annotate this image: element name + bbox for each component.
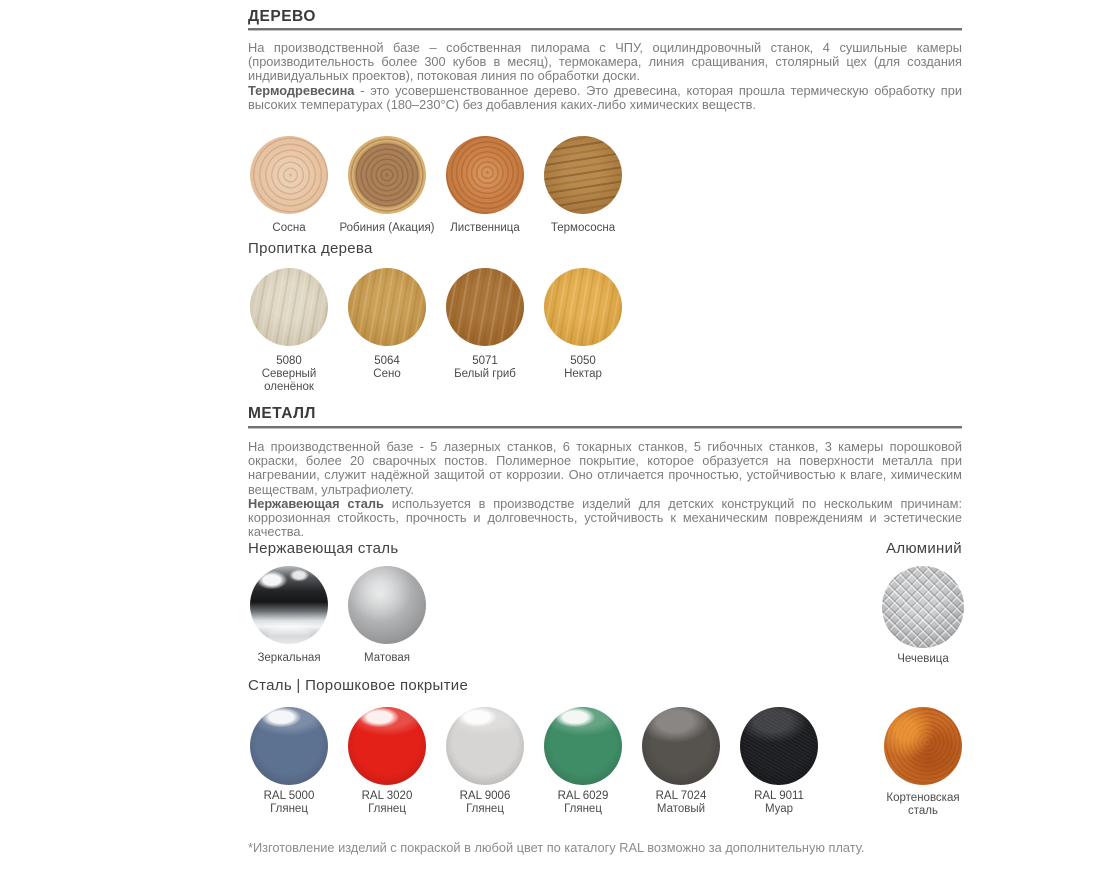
powder-swatch-ral7024-code: RAL 7024 xyxy=(655,790,707,802)
impregnation-swatch-5071 xyxy=(436,268,534,394)
metal-paragraph-2 xyxy=(248,497,962,540)
metal-description xyxy=(248,440,962,539)
wood-section-divider xyxy=(248,28,962,31)
aluminum-swatch-checker xyxy=(874,566,972,666)
wood-section-title: ДЕРЕВО xyxy=(248,8,316,25)
wood-swatch-sosna-circle xyxy=(250,136,328,214)
powder-swatch-ral5000-finish: Глянец xyxy=(270,803,308,815)
powder-swatch-ral9006-circle xyxy=(446,707,524,785)
stainless-swatch-mirror-label: Зеркальная xyxy=(257,652,321,664)
impregnation-swatch-5080 xyxy=(240,268,338,394)
impregnation-title: Пропитка дерева xyxy=(248,240,373,257)
powder-swatch-ral9006-code: RAL 9006 xyxy=(459,790,511,802)
stainless-term: Нержавеющая сталь xyxy=(248,495,384,511)
impregnation-swatch-5050 xyxy=(534,268,632,394)
impregnation-swatch-5050-name: Нектар xyxy=(564,368,602,380)
wood-swatch-sosna xyxy=(240,136,338,235)
powder-swatch-ral7024-circle xyxy=(642,707,720,785)
wood-swatch-sosna-label: Сосна xyxy=(272,222,306,234)
powder-swatch-ral9006 xyxy=(436,707,534,816)
wood-swatch-robinia xyxy=(338,136,436,235)
powder-swatch-ral6029-circle xyxy=(544,707,622,785)
corten-swatch xyxy=(874,707,972,818)
stainless-swatch-matte-label: Матовая xyxy=(364,652,410,664)
impregnation-swatch-5080-code: 5080 xyxy=(276,355,302,367)
powder-swatch-ral3020 xyxy=(338,707,436,816)
powder-swatch-ral6029-finish: Глянец xyxy=(564,803,602,815)
metal-section-divider xyxy=(248,426,962,429)
powder-swatch-ral7024-finish: Матовый xyxy=(656,803,706,815)
impregnation-swatch-5064-code: 5064 xyxy=(374,355,400,367)
powder-swatch-ral3020-code: RAL 3020 xyxy=(361,790,413,802)
wood-paragraph-1: На производственной базе – собственная пилорама с ЧПУ, оцилиндровочный станок, 4 сушильные камеры (производительность более 300 кубов в месяц), термокамера, линия сращивания, столярный цех (для создания индивидуальных проектов), потоковая линия по обработки доски. xyxy=(248,40,962,84)
footnote: *Изготовление изделий с покраской в любой цвет по каталогу RAL возможно за дополнительную плату. xyxy=(248,840,865,855)
powder-swatch-ral3020-circle xyxy=(348,707,426,785)
wood-swatch-robinia-label: Робиния (Акация) xyxy=(339,222,435,234)
impregnation-swatch-5050-circle xyxy=(544,268,622,346)
wood-swatch-thermopine-label: Термососна xyxy=(550,222,616,234)
impregnation-swatch-5080-circle xyxy=(250,268,328,346)
stainless-swatch-mirror-circle xyxy=(250,566,328,644)
powder-swatch-ral9006-finish: Глянец xyxy=(466,803,504,815)
powder-swatch-ral6029-code: RAL 6029 xyxy=(557,790,609,802)
powder-swatch-ral5000 xyxy=(240,707,338,816)
stainless-aluminum-header-row xyxy=(248,540,962,557)
powder-swatch-row xyxy=(240,707,960,817)
impregnation-swatch-5064-name: Сено xyxy=(373,368,401,380)
powder-swatch-ral6029 xyxy=(534,707,632,816)
impregnation-swatch-5071-name: Белый гриб xyxy=(454,368,516,380)
metal-paragraph-1: На производственной базе - 5 лазерных станков, 6 токарных станков, 5 гибочных станков, 3 камеры порошковой окраски, более 20 сварочных постов. Полимерное покрытие, которое образуется на поверхности металла при нагревании, служит надёжной защитой от коррозии. Оно отличается прочностью, устойчивостью к влаге, химическим веществам, ультрафиолету. xyxy=(248,439,962,497)
wood-paragraph-2 xyxy=(248,84,962,112)
wood-swatch-larch xyxy=(436,136,534,235)
powder-swatch-ral9011-code: RAL 9011 xyxy=(754,790,804,802)
impregnation-swatch-5064 xyxy=(338,268,436,394)
wood-swatch-thermopine-circle xyxy=(544,136,622,214)
powder-swatch-ral9011-finish: Муар xyxy=(764,803,794,815)
wood-swatch-larch-label: Лиственница xyxy=(450,222,520,234)
powder-swatch-ral7024 xyxy=(632,707,730,816)
powder-swatch-ral9011 xyxy=(730,707,828,816)
wood-swatch-larch-circle xyxy=(446,136,524,214)
impregnation-swatch-row xyxy=(240,268,954,394)
impregnation-swatch-5071-code: 5071 xyxy=(472,355,498,367)
impregnation-swatch-5050-code: 5050 xyxy=(570,355,596,367)
impregnation-swatch-5064-circle xyxy=(348,268,426,346)
aluminum-title: Алюминий xyxy=(886,540,962,557)
stainless-swatch-mirror xyxy=(240,566,338,665)
powder-coating-title: Сталь | Порошковое покрытие xyxy=(248,677,469,694)
powder-swatch-ral5000-circle xyxy=(250,707,328,785)
impregnation-swatch-5080-name: Северный оленёнок xyxy=(261,368,317,393)
wood-swatch-robinia-circle xyxy=(348,136,426,214)
wood-swatch-row xyxy=(240,136,954,235)
metal-section-title: МЕТАЛЛ xyxy=(248,405,316,422)
stainless-swatch-matte xyxy=(338,566,436,665)
aluminum-swatch-checker-circle xyxy=(882,566,964,648)
thermowood-text: - это усовершенствованное дерево. Это древесина, которая прошла термическую обработку при высоких температурах (180–230°С) без добавления каких-либо химических веществ. xyxy=(248,82,962,112)
aluminum-swatch-checker-label: Чечевица xyxy=(897,653,949,665)
wood-swatch-thermopine xyxy=(534,136,632,235)
corten-swatch-circle xyxy=(884,707,962,785)
wood-description xyxy=(248,41,962,112)
impregnation-swatch-5071-circle xyxy=(446,268,524,346)
stainless-text: используется в производстве изделий для детских конструкций по нескольким причинам: коррозионная стойкость, прочность и долговечность, устойчивость к механическим повреждениям и эстетические качества. xyxy=(248,495,963,540)
stainless-swatch-matte-circle xyxy=(348,566,426,644)
powder-swatch-ral5000-code: RAL 5000 xyxy=(263,790,315,802)
powder-swatch-ral3020-finish: Глянец xyxy=(368,803,406,815)
thermowood-term: Термодревесина xyxy=(248,82,355,98)
stainless-title: Нержавеющая сталь xyxy=(248,540,399,557)
corten-swatch-label: Кортеновская сталь xyxy=(886,792,960,817)
stainless-swatch-row xyxy=(240,566,954,665)
powder-swatch-ral9011-circle xyxy=(740,707,818,785)
